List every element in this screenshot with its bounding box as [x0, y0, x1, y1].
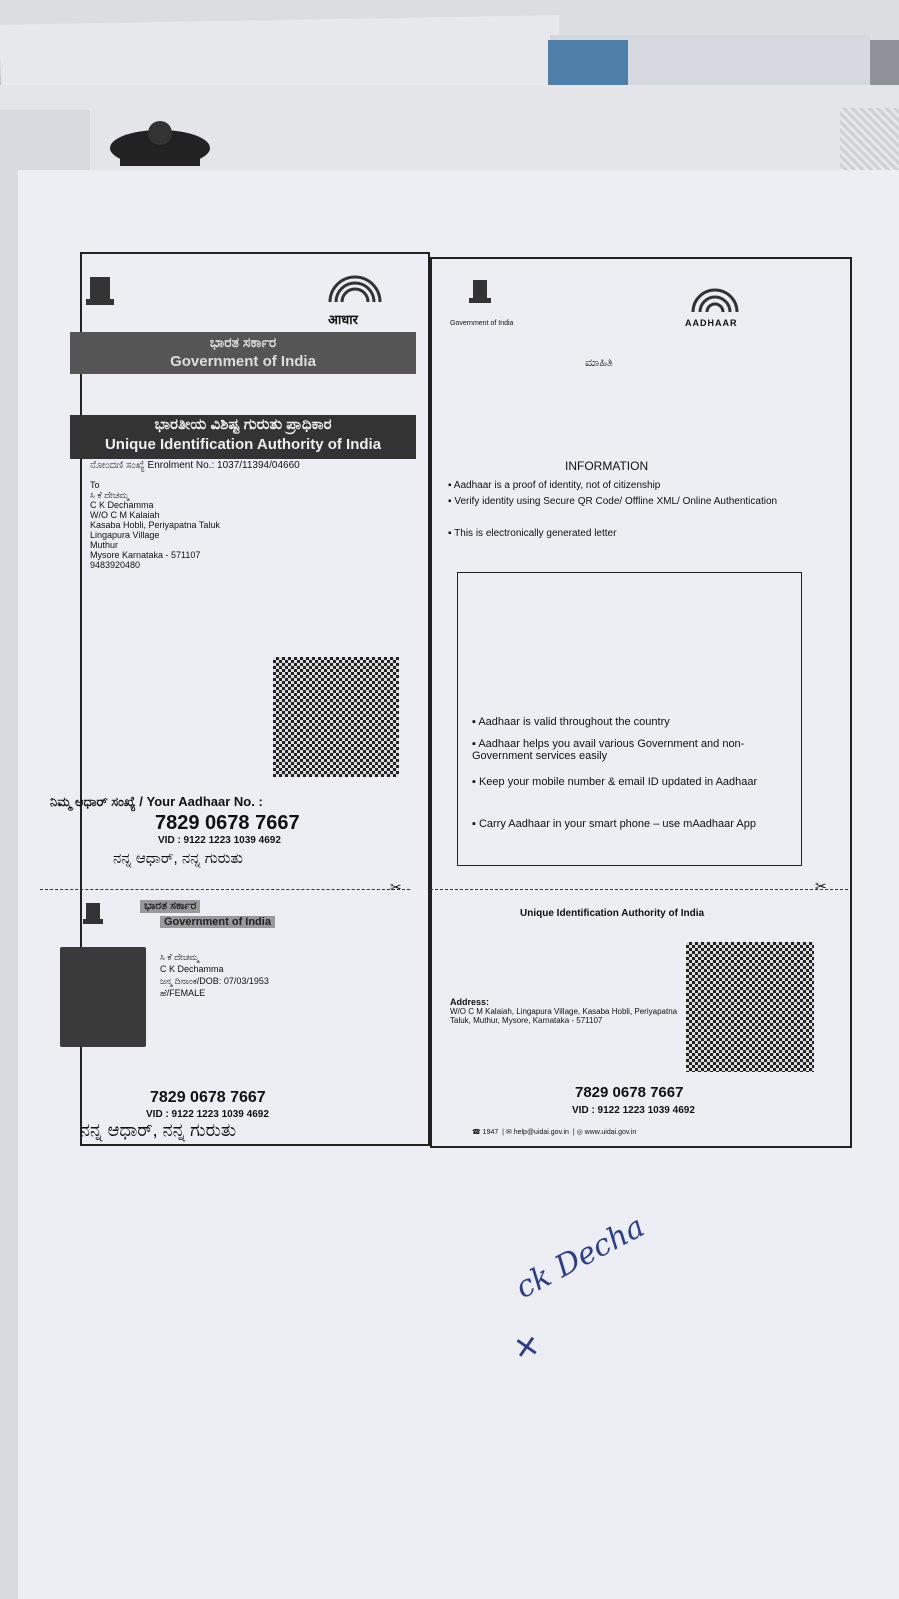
card-vid-right: VID : 9122 1223 1039 4692 [572, 1105, 695, 1116]
address-line: Mysore Karnataka - 571107 [90, 550, 201, 560]
box-item: ▪ Keep your mobile number & email ID updated in Aadhaar [472, 776, 758, 788]
background-paper [0, 15, 561, 95]
photo [60, 947, 146, 1047]
info-item: ▪ This is electronically generated letter [448, 528, 617, 539]
footer: ☎ 1947 | ✉ help@uidai.gov.in | ◎ www.uidai.gov.in [472, 1129, 637, 1136]
address-line: Lingapura Village [90, 530, 160, 540]
card-gov-kn: ಭಾರತ ಸರ್ಕಾರ [140, 900, 200, 913]
phone-icon: ☎ [472, 1129, 483, 1136]
address-line: Muthur [90, 540, 119, 550]
gov-en: Government of India [170, 353, 316, 370]
your-aadhaar-label: ನಿಮ್ಮ ಆಧಾರ್ ಸಂಖ್ಯೆ / Your Aadhaar No. : [50, 794, 263, 809]
blue-folder [548, 40, 628, 90]
card-tagline: ನನ್ನ ಆಧಾರ್, ನನ್ನ ಗುರುತು [80, 1120, 237, 1140]
gov-caption: Government of India [450, 320, 514, 327]
email-icon: ✉ [505, 1129, 514, 1136]
scissors-icon: ✂ [390, 879, 402, 895]
aadhaar-logo-text: AADHAAR [685, 318, 738, 328]
tagline: ನನ್ನ ಆಧಾರ್, ನನ್ನ ಗುರುತು [113, 850, 244, 867]
cut-line [40, 889, 410, 890]
card-gender: ಹೆ/FEMALE [160, 988, 206, 998]
footer-email: help@uidai.gov.in [513, 1129, 569, 1136]
address-block [90, 480, 220, 570]
info-title: INFORMATION [565, 459, 649, 473]
address-line: To [90, 480, 100, 490]
box-item: ▪ Aadhaar helps you avail various Government and non-Government services easily [472, 738, 745, 762]
address-line: Kasaba Hobli, Periyapatna Taluk [90, 520, 220, 530]
emblem-icon [80, 267, 120, 317]
info-title-kn: ಮಾಹಿತಿ [585, 357, 613, 369]
info-item: ▪ Verify identity using Secure QR Code/ Offline XML/ Online Authentication [448, 496, 778, 507]
qr-code [273, 657, 399, 777]
aadhaar-number: 7829 0678 7667 [155, 812, 300, 834]
uidai-band [70, 415, 416, 459]
web-icon: ◎ [576, 1129, 585, 1136]
scissors-icon: ✂ [815, 878, 827, 894]
vid-number: VID : 9122 1223 1039 4692 [158, 835, 281, 846]
gov-band [70, 332, 416, 374]
footer-phone: 1947 [482, 1129, 499, 1136]
cut-line [430, 889, 848, 890]
address-line: 9483920480 [90, 560, 141, 570]
card-uidai: Unique Identification Authority of India [520, 908, 705, 919]
box-item: ▪ Carry Aadhaar in your smart phone – use mAadhaar App [472, 818, 756, 830]
footer-web: www.uidai.gov.in [584, 1129, 637, 1136]
address-line: W/O C M Kalaiah [90, 510, 160, 520]
card-address-label: Address: [450, 997, 490, 1007]
box-item: ▪ Aadhaar is valid throughout the country [472, 716, 670, 728]
uidai-en: Unique Identification Authority of India [104, 436, 382, 453]
card-gov-en: Government of India [160, 916, 275, 928]
emblem-icon [80, 897, 106, 932]
card-dob: ಜನ್ಮ ದಿನಾಂಕ/DOB: 07/03/1953 [160, 976, 269, 986]
signature-cross: × [511, 1323, 542, 1371]
address-line: C K Dechamma [90, 500, 154, 510]
aadhaar-letter [50, 252, 860, 1172]
card-qr-code [686, 942, 814, 1072]
aadhaar-logo-icon [685, 282, 745, 322]
info-item: ▪ Aadhaar is a proof of identity, not of citizenship [448, 480, 661, 491]
aadhaar-logo-text: आधार [328, 312, 358, 327]
national-emblem-icon [105, 118, 215, 168]
card-name: C K Dechamma [160, 964, 224, 974]
enrolment-number: ನೋಂದಣಿ ಸಂಖ್ಯೆ Enrolment No.: 1037/11394/04660 [90, 460, 300, 471]
card-aadhaar-number: 7829 0678 7667 [150, 1089, 266, 1106]
card-address: W/O C M Kalaiah, Lingapura Village, Kasaba Hobli, Periyapatna Taluk, Muthur, Mysore, Karnataka - 571107 [450, 1007, 678, 1025]
card-name-kn: ಸಿ ಕೆ ದೇಚಮ್ಮ [160, 952, 199, 962]
gov-kn: ಭಾರತ ಸರ್ಕಾರ [209, 334, 277, 350]
uidai-kn: ಭಾರತೀಯ ವಿಶಿಷ್ಟ ಗುರುತು ಪ್ರಾಧಿಕಾರ [154, 416, 332, 433]
emblem-icon [465, 272, 495, 317]
address-line: ಸಿ ಕೆ ದೇಚಮ್ಮ [90, 490, 129, 500]
signature: ck Decha [509, 1209, 651, 1306]
card-vid: VID : 9122 1223 1039 4692 [146, 1109, 269, 1120]
card-aadhaar-number-right: 7829 0678 7667 [575, 1084, 684, 1101]
